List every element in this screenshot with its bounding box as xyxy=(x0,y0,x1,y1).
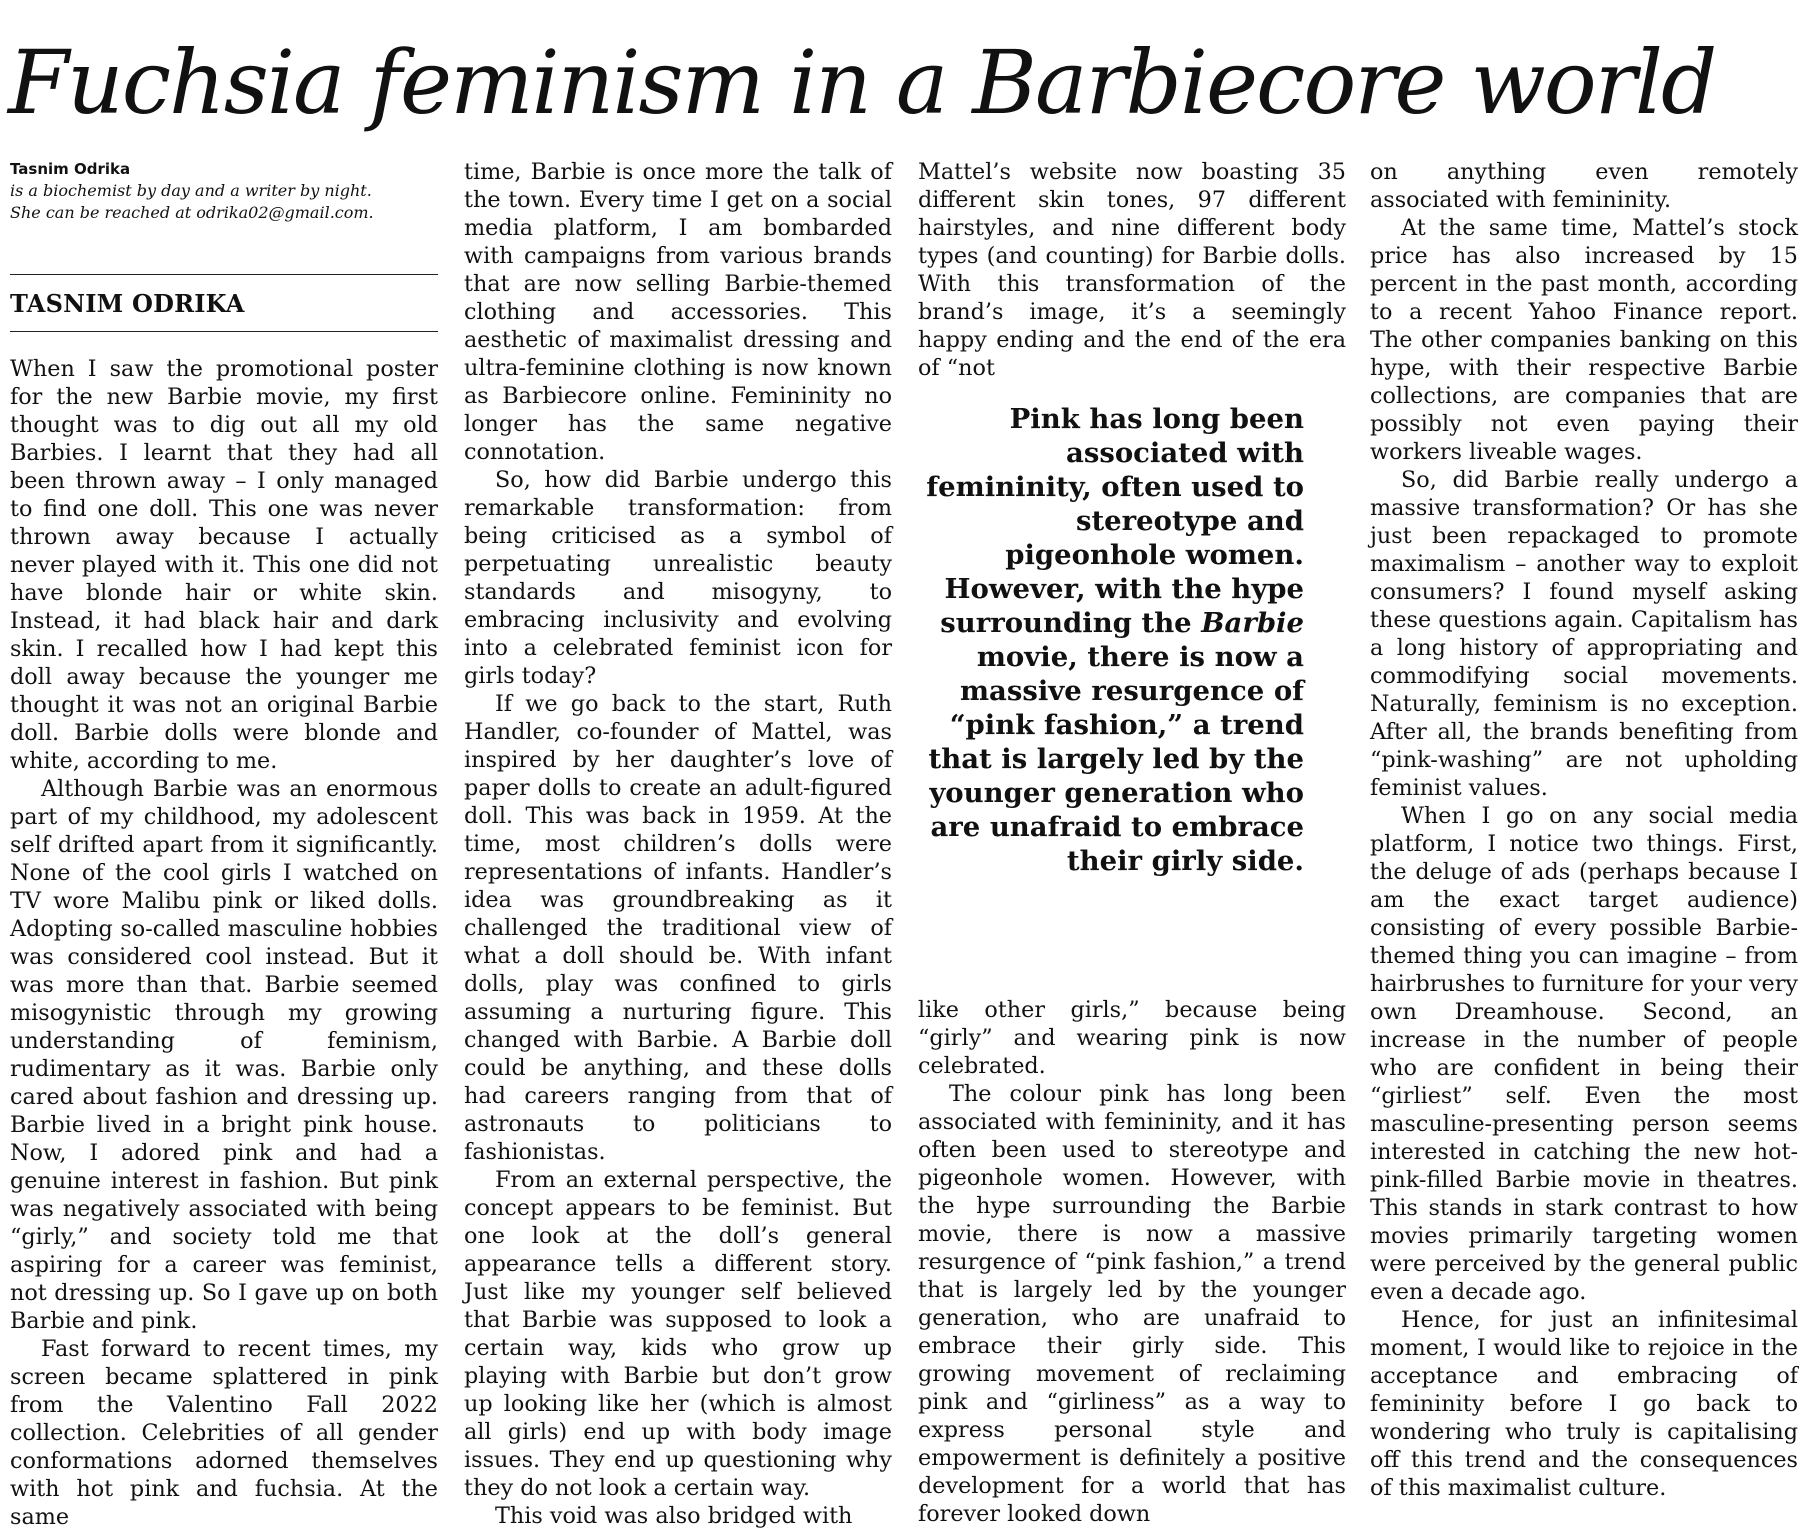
paragraph: The colour pink has long been associated with femininity, and it has often been used to stereotype and pigeonhole women. However, with the hype surrounding the Barbie movie, there is now a massive resurgence of “pink fashion,” a trend that is largely led by the younger generation, who are unafraid to embrace their girly side. This growing movement of reclaiming pink and “girliness” as a way to express personal style and empowerment is definitely a positive development for a world that has forever looked down xyxy=(918,1081,1346,1527)
paragraph: At the same time, Mattel’s stock price has also increased by 15 percent in the past month, according to a recent Yahoo Finance report. The other companies banking on this hype, with their respective Barbie collections, are companies that are possibly not even paying their workers liveable wages. xyxy=(1370,215,1798,465)
author-name: Tasnim Odrika xyxy=(10,160,131,178)
article-column-1 xyxy=(10,158,438,1531)
author-description-line-1: is a biochemist by day and a writer by night. xyxy=(10,181,372,200)
headline: Fuchsia feminism in a Barbiecore world xyxy=(8,31,1716,134)
byline: TASNIM ODRIKA xyxy=(10,289,245,318)
paragraph: If we go back to the start, Ruth Handler, co-founder of Mattel, was inspired by her daughter’s love of paper dolls to create an adult-figured doll. This was back in 1959. At the time, most children’s dolls were representations of infants. Handler’s idea was groundbreaking as it challenged the traditional view of what a doll should be. With infant dolls, play was confined to girls assuming a nurturing figure. This changed with Barbie. A Barbie doll could be anything, and these dolls had careers ranging from that of astronauts to politicians to fashionistas. xyxy=(464,691,892,1165)
article-column-4 xyxy=(1370,158,1798,1502)
pull-quote-text-end: movie, there is now a massive resurgence of “pink fashion,” a trend that is largely led by the younger generation who are unafraid to embrace their girly side. xyxy=(928,641,1304,877)
paragraph: When I saw the promotional poster for the new Barbie movie, my first thought was to dig out all my old Barbies. I learnt that they had all been thrown away – I only managed to find one doll. This one was never thrown away because I actually never played with it. This one did not have blonde hair or white skin. Instead, it had black hair and dark skin. I recalled how I had kept this doll away because the younger me thought it was not an original Barbie doll. Barbie dolls were blonde and white, according to me. xyxy=(10,356,438,774)
paragraph: When I go on any social media platform, I notice two things. First, the deluge of ads (perhaps because I am the exact target audience) consisting of every possible Barbie-themed thing you can imagine – from hairbrushes to furniture for your very own Dreamhouse. Second, an increase in the number of people who are confident in being their “girliest” self. Even the most masculine-presenting person seems interested in catching the new hot-pink-filled Barbie movie in theatres. This stands in stark contrast to how movies primarily targeting women were perceived by the general public even a decade ago. xyxy=(1370,803,1798,1305)
paragraph: on anything even remotely associated with femininity. xyxy=(1370,159,1798,213)
author-info xyxy=(10,158,438,224)
paragraph: like other girls,” because being “girly” and wearing pink is now celebrated. xyxy=(918,997,1346,1079)
pull-quote-text: Pink has long been associated with femininity, often used to stereotype and pigeonhole women. However, with the hype surrounding the xyxy=(926,403,1304,639)
paragraph: So, did Barbie really undergo a massive transformation? Or has she just been repackaged to promote maximalism – another way to exploit consumers? I found myself asking these questions again. Capitalism has a long history of appropriating and commodifying social movements. Naturally, feminism is no exception. After all, the brands benefiting from “pink-washing” are not upholding feminist values. xyxy=(1370,467,1798,801)
paragraph: This void was also bridged with xyxy=(495,1503,853,1529)
paragraph: Mattel’s website now boasting 35 different skin tones, 97 different hairstyles, and nine different body types (and counting) for Barbie dolls. With this transformation of the brand’s image, it’s a seemingly happy ending and the end of the era of “not xyxy=(918,159,1346,381)
pull-quote xyxy=(918,402,1304,878)
paragraph: So, how did Barbie undergo this remarkable transformation: from being criticised as a symbol of perpetuating unrealistic beauty standards and misogyny, to embracing inclusivity and evolving into a celebrated feminist icon for girls today? xyxy=(464,467,892,689)
article-column-2 xyxy=(464,158,892,1530)
column-3-continued xyxy=(918,996,1346,1528)
paragraph: Hence, for just an infinitesimal moment, I would like to rejoice in the acceptance and embracing of femininity before I go back to wondering who truly is capitalising off this trend and the consequences of this maximalist culture. xyxy=(1370,1307,1798,1501)
paragraph: time, Barbie is once more the talk of the town. Every time I get on a social media platform, I am bombarded with campaigns from various brands that are now selling Barbie-themed clothing and accessories. This aesthetic of maximalist dressing and ultra-feminine clothing is now known as Barbiecore online. Femininity no longer has the same negative connotation. xyxy=(464,159,892,465)
author-description-line-2: She can be reached at odrika02@gmail.com. xyxy=(10,203,374,222)
paragraph: From an external perspective, the concept appears to be feminist. But one look at the doll’s general appearance tells a different story. Just like my younger self believed that Barbie was supposed to look a certain way, kids who grow up playing with Barbie but don’t grow up looking like her (which is almost all girls) end up with body image issues. They end up questioning why they do not look a certain way. xyxy=(464,1167,892,1501)
pull-quote-emphasis: Barbie xyxy=(1201,607,1304,639)
paragraph: Although Barbie was an enormous part of my childhood, my adolescent self drifted apart from it significantly. None of the cool girls I watched on TV wore Malibu pink or liked dolls. Adopting so-called masculine hobbies was considered cool instead. But it was more than that. Barbie seemed misogynistic through my growing understanding of feminism, rudimentary as it was. Barbie only cared about fashion and dressing up. Barbie lived in a bright pink house. Now, I adored pink and had a genuine interest in fashion. But pink was negatively associated with being “girly,” and society told me that aspiring for a career was feminist, not dressing up. So I gave up on both Barbie and pink. xyxy=(10,776,438,1334)
paragraph: Fast forward to recent times, my screen became splattered in pink from the Valentino Fall 2022 collection. Celebrities of all gender conformations adorned themselves with hot pink and fuchsia. At the same xyxy=(10,1336,438,1530)
